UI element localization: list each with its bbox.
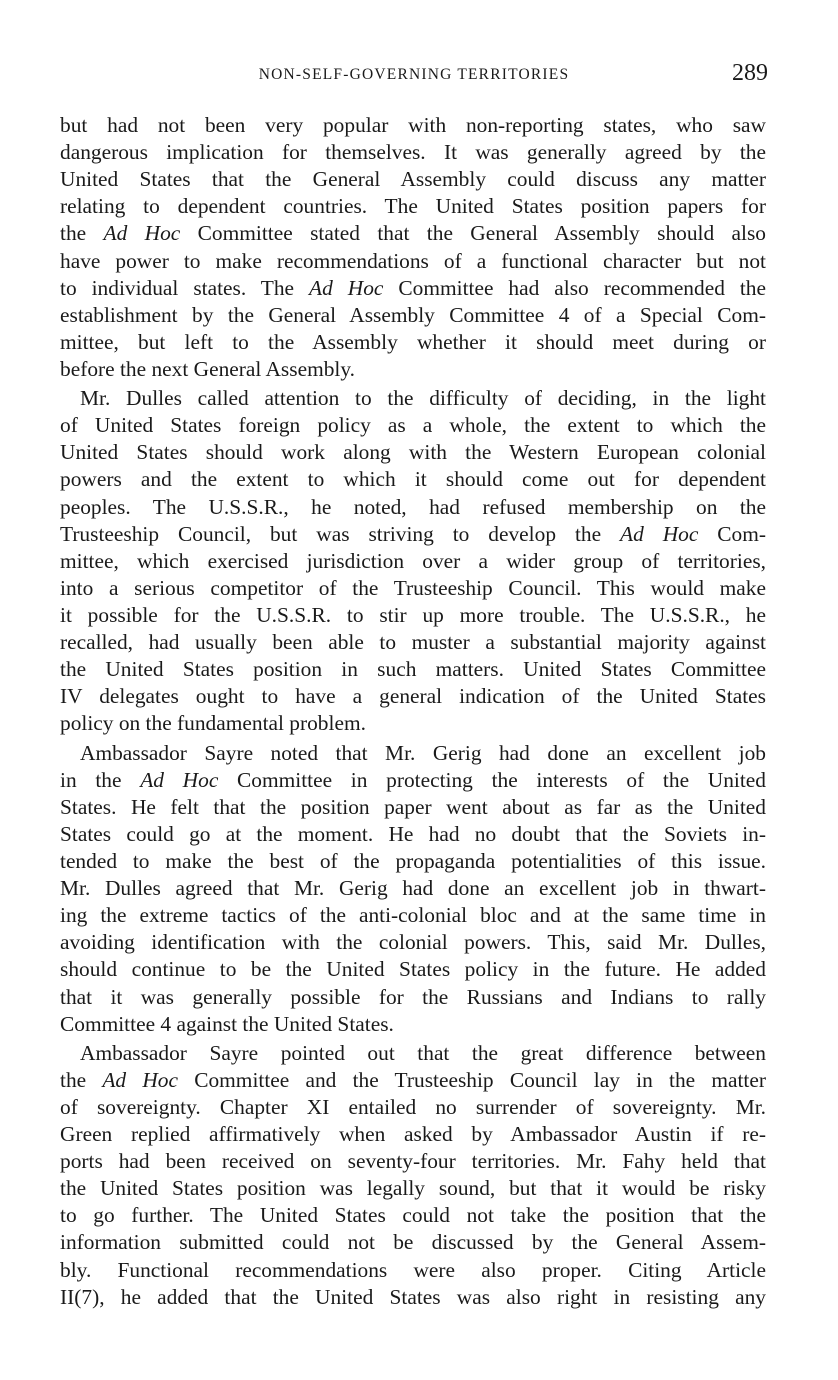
text-line: recalled, had usually been able to muster a substantial majority against	[60, 630, 766, 655]
text-line: the United States position was legally sound, but that it would be risky	[60, 1176, 766, 1201]
text-line: States could go at the moment. He had no doubt that the Soviets in-	[60, 821, 766, 846]
running-head: NON-SELF-GOVERNING TERRITORIES	[258, 66, 570, 83]
text-line: the Ad Hoc Committee and the Trusteeship Council lay in the matter	[60, 1067, 766, 1092]
text-line: ing the extreme tactics of the anti-colonial bloc and at the same time in	[60, 903, 766, 928]
paragraph	[60, 385, 766, 737]
text-line: policy on the fundamental problem.	[60, 711, 366, 736]
text-line: States. He felt that the position paper went about as far as the United	[60, 794, 766, 819]
text-line: United States should work along with the Western European colonial	[60, 440, 766, 465]
text-line: peoples. The U.S.S.R., he noted, had refused membership on the	[60, 494, 766, 519]
text-line: Ambassador Sayre noted that Mr. Gerig had done an excellent job	[80, 740, 766, 765]
text-line: Trusteeship Council, but was striving to develop the Ad Hoc Com-	[60, 521, 766, 546]
text-line: of sovereignty. Chapter XI entailed no surrender of sovereignty. Mr.	[60, 1094, 766, 1119]
paragraph	[60, 112, 766, 383]
text-line: information submitted could not be discussed by the General Assem-	[60, 1230, 766, 1255]
text-line: the Ad Hoc Committee stated that the General Assembly should also	[60, 221, 767, 246]
text-line: should continue to be the United States policy in the future. He added	[60, 957, 766, 982]
text-line: relating to dependent countries. The United States position papers for	[60, 194, 766, 219]
text-line: United States that the General Assembly could discuss any matter	[60, 167, 766, 192]
page-number: 289	[732, 60, 768, 86]
text-line: establishment by the General Assembly Committee 4 of a Special Com-	[60, 302, 766, 327]
text-line: it possible for the U.S.S.R. to stir up more trouble. The U.S.S.R., he	[60, 602, 766, 627]
text-line: in the Ad Hoc Committee in protecting the interests of the United	[60, 767, 766, 792]
text-line: IV delegates ought to have a general indication of the United States	[60, 684, 766, 709]
text-line: Committee 4 against the United States.	[60, 1011, 394, 1036]
text-line: before the next General Assembly.	[60, 356, 356, 381]
text-line: but had not been very popular with non-reporting states, who saw	[60, 113, 766, 137]
body-text	[60, 112, 766, 1311]
text-line: Mr. Dulles called attention to the difficulty of deciding, in the light	[80, 386, 766, 411]
text-line: mittee, but left to the Assembly whether it should meet during or	[60, 329, 766, 354]
text-line: into a serious competitor of the Trusteeship Council. This would make	[60, 575, 766, 600]
text-line: the United States position in such matters. United States Committee	[60, 657, 766, 682]
text-line: powers and the extent to which it should come out for dependent	[60, 467, 766, 492]
text-line: dangerous implication for themselves. It was generally agreed by the	[60, 140, 766, 165]
text-line: II(7), he added that the United States was also right in resisting any	[60, 1284, 766, 1309]
text-line: that it was generally possible for the Russians and Indians to rally	[60, 984, 766, 1009]
paragraph	[60, 740, 766, 1038]
text-line: to individual states. The Ad Hoc Committee had also recommended the	[60, 275, 766, 300]
text-line: to go further. The United States could not take the position that the	[60, 1203, 766, 1228]
text-line: ports had been received on seventy-four territories. Mr. Fahy held that	[60, 1149, 766, 1174]
page-header	[60, 62, 768, 92]
text-line: Mr. Dulles agreed that Mr. Gerig had done an excellent job in thwart-	[60, 876, 766, 901]
text-line: Ambassador Sayre pointed out that the great difference between	[80, 1040, 766, 1065]
text-line: avoiding identification with the colonial powers. This, said Mr. Dulles,	[60, 930, 766, 955]
text-line: have power to make recommendations of a functional character but not	[60, 248, 766, 273]
text-line: mittee, which exercised jurisdiction over a wider group of territories,	[60, 548, 766, 573]
text-line: Green replied affirmatively when asked by Ambassador Austin if re-	[60, 1122, 766, 1147]
text-line: bly. Functional recommendations were also proper. Citing Article	[60, 1257, 766, 1282]
text-line: of United States foreign policy as a whole, the extent to which the	[60, 413, 766, 438]
paragraph	[60, 1040, 766, 1311]
text-line: tended to make the best of the propaganda potentialities of this issue.	[60, 848, 766, 873]
